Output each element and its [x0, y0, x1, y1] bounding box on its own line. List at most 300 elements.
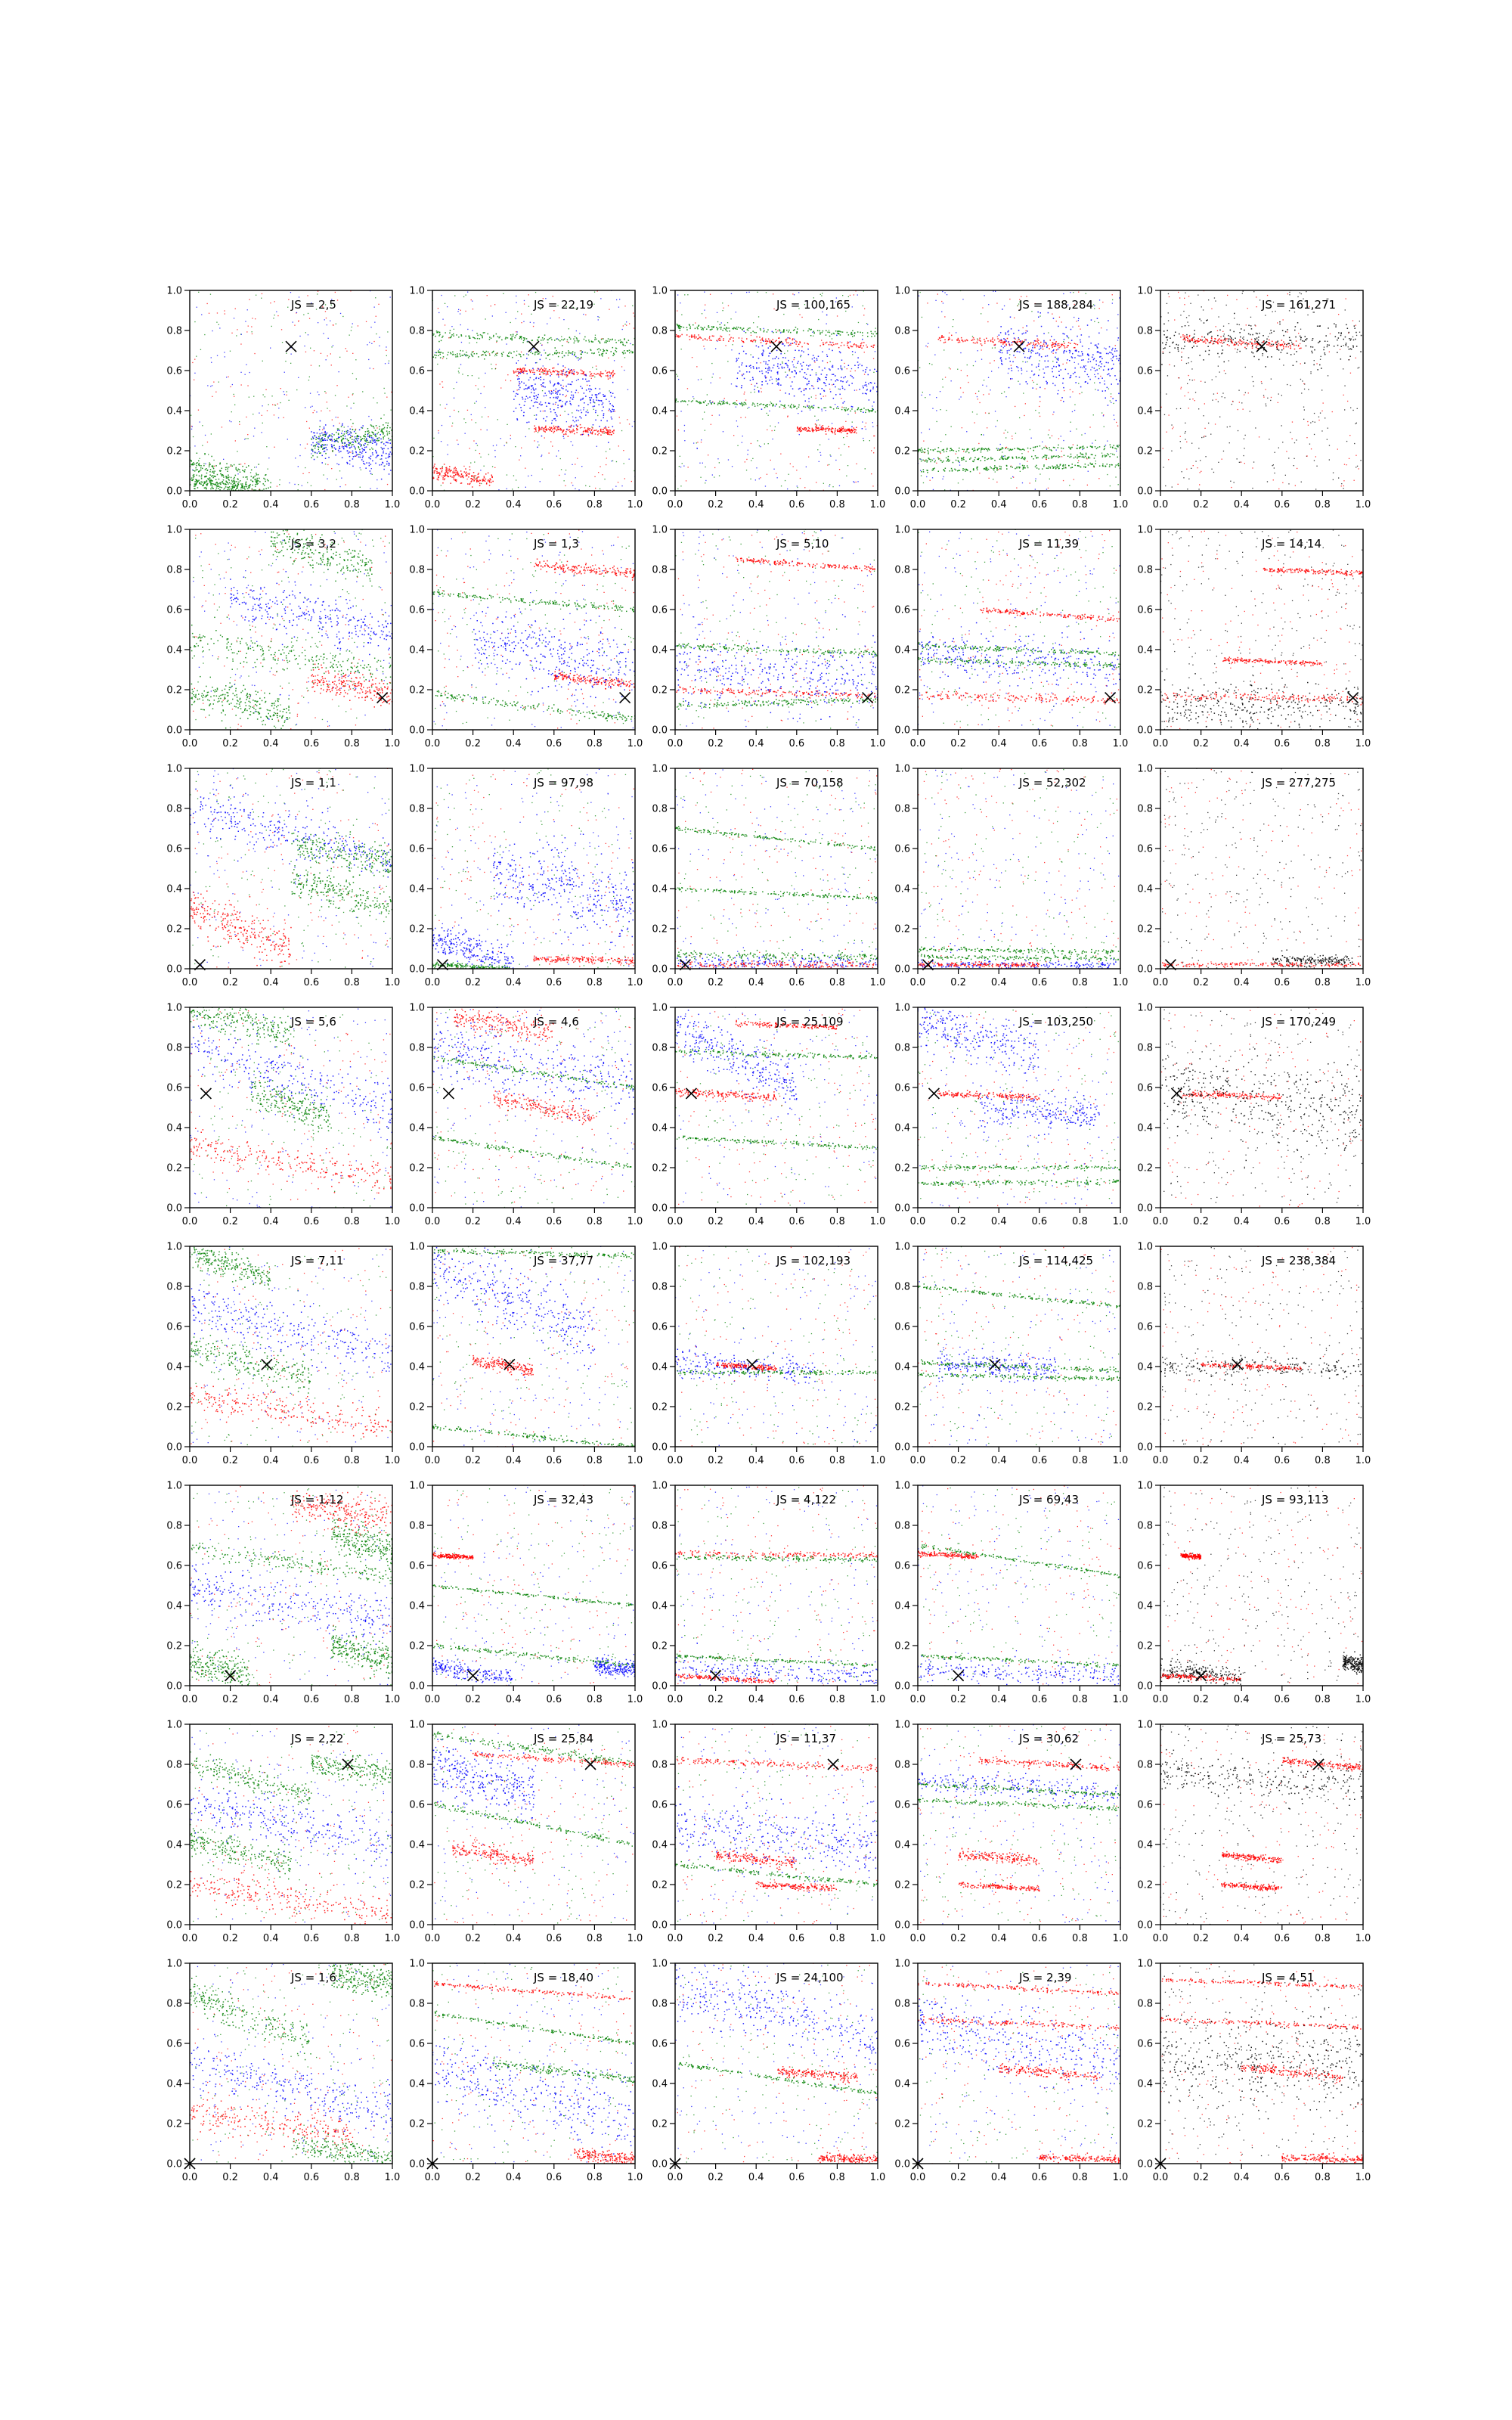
scatter-point — [358, 443, 359, 445]
scatter-point — [446, 469, 448, 470]
scatter-point — [829, 428, 831, 430]
scatter-point — [343, 448, 345, 449]
scatter-point — [701, 329, 702, 330]
scatter-point — [814, 361, 815, 362]
subplot-r0-c3 — [894, 286, 1128, 511]
scatter-point — [390, 442, 392, 444]
scatter-point — [558, 426, 559, 427]
scatter-point — [712, 474, 713, 475]
scatter-point — [787, 350, 788, 351]
scatter-point — [789, 377, 790, 378]
scatter-point — [373, 433, 375, 435]
scatter-point — [517, 368, 519, 370]
scatter-point — [242, 486, 243, 487]
scatter-point — [1046, 343, 1047, 344]
scatter-point — [840, 352, 841, 354]
scatter-point — [710, 329, 711, 330]
scatter-point — [599, 405, 600, 406]
scatter-point — [571, 392, 572, 393]
scatter-point — [201, 476, 203, 478]
scatter-point — [819, 430, 820, 431]
scatter-point — [482, 479, 484, 481]
scatter-point — [678, 337, 680, 338]
scatter-point — [581, 354, 582, 355]
scatter-point — [251, 326, 252, 327]
scatter-point — [513, 399, 515, 400]
scatter-point — [629, 459, 630, 460]
scatter-point — [362, 391, 363, 392]
scatter-point — [761, 384, 763, 386]
scatter-point — [847, 345, 848, 346]
scatter-point — [249, 487, 250, 489]
scatter-point — [765, 361, 767, 363]
scatter-point — [539, 427, 541, 429]
scatter-point — [794, 366, 795, 368]
scatter-point — [518, 360, 519, 361]
scatter-point — [563, 340, 565, 341]
scatter-point — [727, 402, 728, 403]
scatter-point — [704, 411, 705, 412]
scatter-point — [507, 355, 509, 357]
scatter-point — [265, 488, 267, 489]
scatter-point — [837, 343, 838, 345]
scatter-point — [562, 345, 563, 346]
scatter-point — [744, 405, 745, 406]
scatter-point — [810, 374, 811, 376]
scatter-point — [576, 420, 578, 422]
scatter-point — [464, 354, 466, 355]
scatter-point — [540, 359, 541, 361]
scatter-point — [339, 423, 340, 424]
scatter-point — [590, 349, 592, 351]
scatter-point — [518, 376, 519, 377]
scatter-point — [842, 430, 844, 432]
scatter-point — [445, 476, 446, 478]
scatter-point — [318, 451, 320, 453]
scatter-point — [349, 447, 351, 448]
scatter-point — [823, 343, 824, 344]
scatter-point — [796, 372, 798, 374]
scatter-point — [570, 427, 572, 428]
scatter-point — [234, 486, 236, 487]
scatter-point — [485, 318, 486, 319]
scatter-point — [765, 380, 767, 382]
scatter-point — [468, 357, 469, 358]
scatter-point — [627, 389, 628, 390]
scatter-point — [999, 352, 1001, 353]
scatter-point — [677, 337, 679, 338]
scatter-point — [510, 338, 512, 340]
scatter-point — [556, 420, 557, 422]
scatter-point — [544, 437, 545, 438]
scatter-point — [860, 345, 862, 346]
scatter-point — [209, 479, 211, 481]
scatter-point — [482, 351, 484, 352]
scatter-point — [997, 420, 998, 421]
scatter-point — [360, 457, 361, 458]
scatter-point — [609, 371, 610, 373]
scatter-point — [756, 383, 758, 385]
scatter-point — [391, 447, 392, 448]
scatter-point — [367, 444, 369, 445]
scatter-point — [593, 304, 594, 305]
scatter-point — [341, 440, 342, 442]
scatter-point — [591, 352, 593, 354]
scatter-point — [338, 438, 339, 439]
x-tick-label: 0.2 — [708, 499, 723, 510]
scatter-point — [437, 364, 438, 365]
scatter-point — [770, 460, 771, 461]
scatter-point — [600, 373, 602, 374]
scatter-point — [711, 402, 713, 404]
scatter-point — [558, 382, 559, 383]
scatter-point — [820, 330, 821, 332]
scatter-point — [816, 426, 817, 427]
scatter-point — [844, 407, 845, 408]
scatter-point — [988, 377, 989, 378]
scatter-point — [237, 473, 238, 474]
scatter-point — [456, 382, 457, 383]
scatter-point — [379, 429, 380, 430]
scatter-point — [782, 405, 784, 406]
scatter-point — [243, 476, 244, 478]
scatter-point — [191, 464, 193, 465]
scatter-point — [383, 428, 385, 430]
scatter-point — [856, 430, 857, 431]
scatter-point — [573, 373, 575, 374]
scatter-point — [835, 430, 836, 431]
scatter-point — [631, 481, 632, 482]
scatter-point — [345, 436, 346, 437]
scatter-point — [742, 341, 744, 343]
scatter-point — [826, 433, 827, 435]
scatter-point — [595, 412, 596, 414]
scatter-point — [247, 434, 248, 435]
scatter-point — [870, 389, 872, 391]
scatter-point — [333, 425, 335, 427]
scatter-point — [360, 441, 361, 442]
scatter-point — [1028, 451, 1029, 452]
scatter-point — [439, 334, 441, 336]
scatter-point — [384, 436, 386, 437]
scatter-point — [754, 340, 755, 341]
scatter-point — [234, 481, 236, 482]
scatter-point — [826, 407, 827, 408]
scatter-point — [581, 434, 582, 436]
scatter-point — [194, 464, 196, 465]
scatter-point — [535, 429, 537, 430]
scatter-point — [841, 432, 842, 433]
scatter-point — [576, 337, 578, 339]
scatter-point — [347, 463, 349, 464]
scatter-point — [325, 436, 327, 437]
scatter-point — [526, 338, 528, 340]
scatter-point — [205, 482, 206, 483]
scatter-point — [375, 442, 376, 443]
scatter-point — [373, 427, 374, 428]
scatter-point — [324, 319, 325, 320]
scatter-point — [689, 324, 691, 326]
scatter-point — [355, 447, 356, 448]
scatter-point — [574, 371, 575, 373]
scatter-point — [453, 354, 454, 355]
scatter-point — [1036, 336, 1038, 337]
scatter-point — [386, 422, 387, 424]
scatter-point — [246, 476, 247, 478]
scatter-point — [255, 479, 256, 480]
scatter-point — [841, 369, 843, 371]
scatter-point — [310, 393, 311, 394]
scatter-point — [586, 430, 587, 432]
scatter-point — [434, 472, 435, 473]
scatter-point — [608, 430, 609, 432]
scatter-point — [558, 374, 559, 375]
scatter-point — [264, 485, 265, 486]
scatter-point — [559, 340, 561, 342]
scatter-point — [460, 364, 461, 365]
scatter-point — [816, 427, 817, 429]
scatter-point — [946, 410, 947, 411]
scatter-point — [691, 334, 692, 336]
scatter-point — [211, 456, 212, 458]
scatter-point — [750, 368, 751, 369]
scatter-point — [852, 354, 853, 355]
scatter-point — [499, 337, 500, 339]
scatter-point — [773, 339, 774, 340]
scatter-point — [355, 456, 356, 458]
scatter-point — [484, 466, 485, 467]
scatter-point — [581, 357, 582, 358]
scatter-point — [780, 332, 782, 334]
scatter-point — [719, 475, 720, 476]
scatter-point — [1005, 396, 1006, 397]
scatter-point — [862, 332, 863, 334]
scatter-point — [848, 334, 850, 336]
scatter-point — [729, 334, 730, 335]
scatter-point — [206, 487, 207, 489]
scatter-point — [476, 479, 478, 481]
scatter-point — [558, 377, 559, 378]
scatter-point — [873, 358, 874, 359]
scatter-point — [386, 442, 387, 443]
scatter-point — [489, 355, 491, 356]
scatter-point — [565, 396, 566, 397]
scatter-point — [290, 363, 291, 364]
scatter-point — [568, 436, 569, 437]
scatter-point — [244, 470, 246, 471]
scatter-point — [246, 486, 247, 487]
scatter-point — [941, 335, 943, 337]
scatter-point — [572, 371, 573, 372]
scatter-point — [686, 329, 688, 330]
scatter-point — [455, 474, 457, 476]
scatter-point — [613, 406, 615, 408]
scatter-point — [597, 374, 599, 375]
scatter-point — [798, 350, 800, 352]
scatter-point — [359, 430, 361, 431]
scatter-point — [1008, 330, 1009, 332]
scatter-point — [803, 429, 804, 430]
scatter-point — [1094, 308, 1095, 309]
scatter-point — [725, 345, 726, 346]
scatter-point — [222, 468, 223, 470]
scatter-point — [548, 402, 550, 404]
scatter-point — [473, 476, 474, 477]
scatter-point — [622, 342, 624, 343]
scatter-point — [1063, 341, 1064, 342]
scatter-point — [334, 448, 336, 449]
scatter-point — [448, 476, 449, 477]
scatter-point — [479, 483, 481, 485]
scatter-point — [989, 478, 990, 479]
scatter-point — [840, 365, 841, 367]
scatter-point — [728, 327, 730, 329]
scatter-point — [805, 388, 807, 389]
scatter-point — [822, 388, 823, 389]
scatter-point — [325, 440, 327, 442]
scatter-point — [550, 408, 551, 410]
scatter-point — [808, 354, 810, 355]
scatter-point — [216, 486, 218, 487]
scatter-point — [590, 389, 591, 390]
scatter-point — [601, 420, 603, 421]
scatter-point — [220, 482, 222, 484]
scatter-point — [555, 418, 556, 420]
scatter-point — [197, 469, 198, 470]
scatter-point — [367, 428, 369, 430]
scatter-point — [761, 342, 762, 343]
scatter-point — [814, 357, 816, 358]
scatter-point — [256, 479, 258, 481]
scatter-point — [613, 409, 615, 411]
scatter-point — [776, 380, 777, 381]
scatter-point — [612, 377, 614, 378]
scatter-point — [944, 340, 946, 341]
scatter-point — [771, 371, 773, 372]
scatter-point — [520, 354, 522, 355]
scatter-point — [848, 365, 850, 367]
scatter-point — [977, 338, 978, 339]
scatter-point — [219, 464, 221, 465]
scatter-point — [334, 439, 336, 441]
scatter-point — [750, 365, 751, 367]
scatter-point — [324, 489, 325, 490]
scatter-point — [1078, 383, 1079, 384]
scatter-point — [465, 433, 466, 434]
scatter-point — [484, 352, 485, 354]
scatter-point — [829, 332, 831, 334]
scatter-point — [611, 417, 612, 418]
scatter-point — [233, 481, 234, 482]
scatter-point — [746, 338, 748, 340]
scatter-point — [248, 465, 249, 467]
scatter-point — [615, 486, 616, 487]
scatter-point — [873, 372, 874, 373]
scatter-point — [850, 430, 852, 431]
scatter-point — [812, 369, 813, 371]
scatter-point — [493, 335, 494, 337]
scatter-point — [801, 365, 803, 367]
scatter-point — [844, 367, 845, 368]
scatter-point — [194, 481, 196, 482]
scatter-point — [385, 363, 386, 364]
scatter-point — [776, 332, 777, 334]
scatter-point — [872, 422, 873, 423]
scatter-point — [719, 340, 720, 342]
scatter-point — [491, 337, 492, 339]
scatter-point — [358, 457, 360, 458]
scatter-point — [572, 420, 574, 421]
scatter-point — [524, 303, 525, 304]
scatter-point — [760, 477, 761, 478]
scatter-point — [339, 357, 340, 358]
scatter-point — [836, 335, 838, 337]
scatter-point — [587, 381, 588, 383]
scatter-point — [381, 458, 383, 460]
scatter-point — [216, 322, 217, 323]
scatter-point — [442, 470, 443, 471]
scatter-point — [321, 441, 322, 442]
scatter-point — [596, 395, 597, 396]
scatter-point — [807, 383, 808, 385]
scatter-point — [761, 408, 763, 410]
scatter-point — [380, 418, 382, 420]
scatter-point — [791, 404, 792, 405]
scatter-point — [554, 353, 556, 355]
scatter-point — [571, 395, 572, 396]
scatter-point — [613, 411, 615, 412]
scatter-point — [808, 398, 810, 399]
scatter-point — [388, 423, 389, 424]
scatter-point — [467, 329, 468, 330]
scatter-point — [1104, 348, 1105, 349]
scatter-point — [212, 483, 213, 485]
scatter-point — [556, 430, 558, 432]
scatter-point — [229, 494, 231, 495]
scatter-point — [1055, 344, 1057, 346]
scatter-point — [228, 492, 230, 493]
scatter-point — [439, 383, 440, 384]
scatter-point — [580, 386, 581, 387]
scatter-point — [764, 330, 765, 331]
scatter-point — [841, 409, 843, 411]
scatter-point — [684, 440, 685, 441]
scatter-point — [830, 456, 831, 457]
scatter-point — [593, 341, 594, 343]
scatter-point — [728, 459, 729, 460]
scatter-point — [807, 378, 808, 380]
scatter-point — [574, 430, 575, 432]
scatter-point — [937, 293, 938, 294]
scatter-point — [582, 378, 584, 380]
scatter-point — [1009, 368, 1010, 370]
scatter-point — [714, 402, 715, 404]
scatter-point — [555, 391, 556, 392]
scatter-point — [699, 337, 700, 338]
scatter-point — [312, 442, 314, 444]
scatter-point — [753, 368, 754, 369]
scatter-point — [602, 355, 603, 357]
scatter-point — [556, 397, 557, 399]
scatter-point — [1072, 411, 1073, 412]
scatter-point — [853, 430, 854, 431]
scatter-point — [455, 470, 457, 471]
scatter-point — [786, 343, 788, 344]
scatter-point — [1104, 380, 1105, 381]
scatter-point — [528, 421, 530, 423]
scatter-point — [781, 405, 782, 406]
scatter-point — [874, 369, 875, 371]
